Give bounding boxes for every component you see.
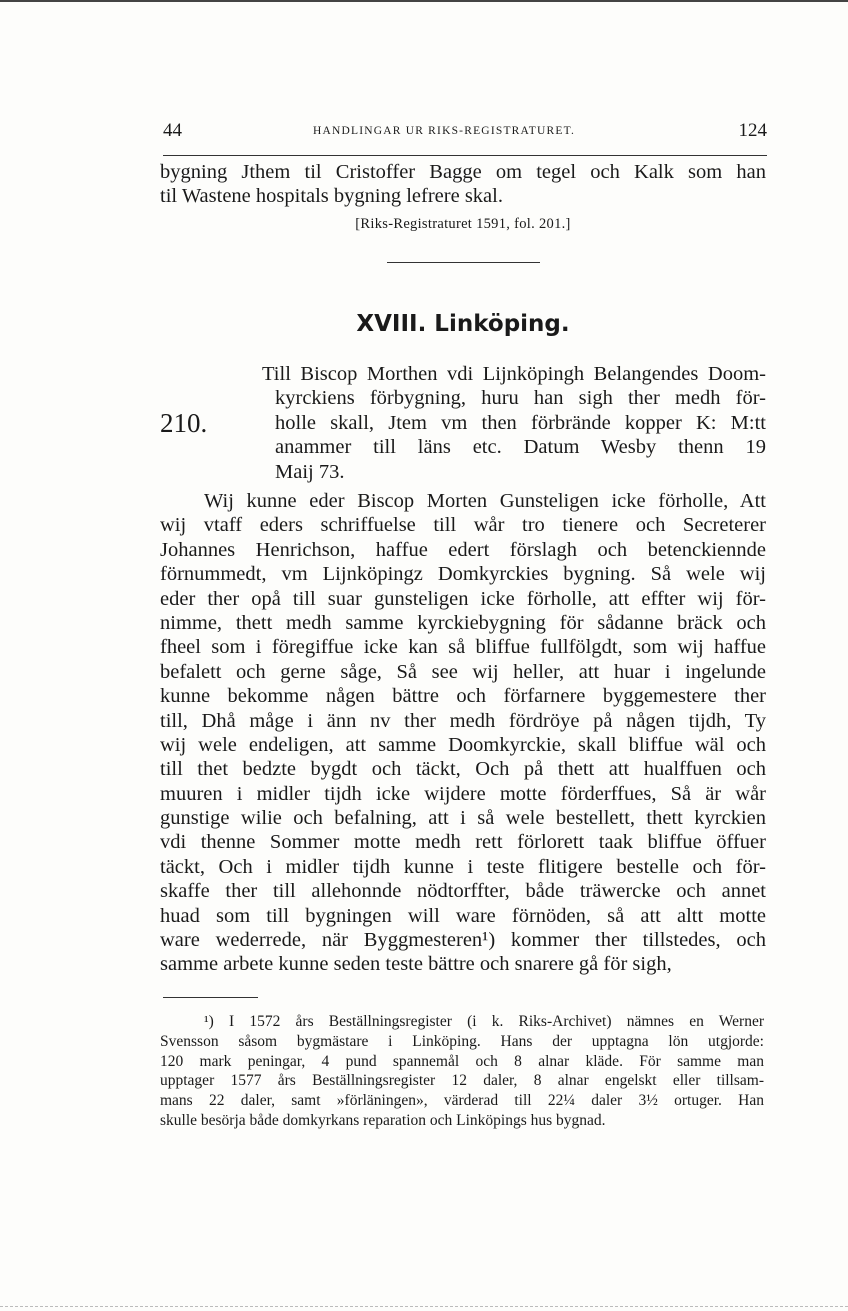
- page-header: [163, 120, 767, 144]
- text-line: skaffe ther till allehonnde nödtorffter, både träwercke och annet: [160, 880, 766, 903]
- text-line: huad som till bygningen will ware förnöden, så att altt motte: [160, 904, 766, 927]
- text-line: Till Biscop Morthen vdi Lijnköpingh Belangendes Doom-: [262, 363, 766, 385]
- document-abstract: [160, 362, 766, 484]
- page-number-right: 124: [738, 120, 767, 141]
- text-line: fheel som i föregiffue icke kan så bliffue fullfölgdt, som wij haffue: [160, 636, 766, 659]
- text-line: Svensson såsom bygmästare i Linköping. Hans der upptagna lön utgjorde:: [160, 1032, 764, 1050]
- source-citation: [Riks-Registraturet 1591, fol. 201.]: [355, 216, 571, 232]
- page-number-left: 44: [163, 120, 182, 141]
- text-line: till thet bedzte bygdt och täckt, Och på thett att hualffuen och: [160, 758, 766, 781]
- page-bottom-edge: [0, 1306, 848, 1307]
- text-line: kunne bekomme någen bättre och förfarnere byggemestere ther: [160, 685, 766, 708]
- text-line: 120 mark peningar, 4 pund spannemål och 8 alnar kläde. För samme man: [160, 1052, 764, 1070]
- text-line: kyrckiens förbygning, huru han sigh ther medh för-: [275, 387, 766, 410]
- text-line: upptager 1577 års Beställningsregister 12 daler, 8 alnar engelskt eller tillsam-: [160, 1072, 764, 1090]
- header-rule: [163, 155, 767, 156]
- text-line: anammer till läns etc. Datum Wesby thenn 19: [275, 436, 766, 459]
- running-head: HANDLINGAR UR RIKS-REGISTRATURET.: [313, 125, 576, 137]
- text-line: muuren i midler tijdh icke wijdere motte förderffues, Så är wår: [160, 782, 766, 805]
- text-line: wij wele endeligen, att samme Doomkyrckie, skall bliffue wäl och: [160, 733, 766, 756]
- text-line: befalett och gerne såge, Så see wij heller, att huar i ingelunde: [160, 660, 766, 683]
- text-line: skulle besörja både domkyrkans reparation och Linköpings hus bygnad.: [160, 1111, 606, 1129]
- text-line: till, Dhå måge i änn nv ther medh fördröye på någen tijdh, Ty: [160, 709, 766, 732]
- continuation-paragraph: [160, 160, 766, 209]
- text-line: holle skall, Jtem vm then förbrände kopper K: M:tt: [275, 411, 766, 434]
- text-line: Wij kunne eder Biscop Morten Gunsteligen icke förholle, Att: [204, 490, 766, 512]
- section-heading: XVIII. Linköping.: [356, 311, 570, 337]
- text-line: täckt, Och i midler tijdh kunne i teste flitigere bestelle och för-: [160, 855, 766, 878]
- text-line: wij vtaff eders schriffuelse till wår tro tienere och Secreterer: [160, 514, 766, 537]
- text-line: bygning Jthem til Cristoffer Bagge om tegel och Kalk som han: [160, 161, 766, 183]
- page-top-edge: [0, 0, 848, 2]
- footnote-rule: [163, 997, 258, 998]
- text-line: förnummedt, vm Lijnköpingz Domkyrckies bygning. Så wele wij: [160, 563, 766, 586]
- document-number: 210.: [160, 408, 208, 438]
- text-line: ware wederrede, när Byggmesteren¹) kommer ther tillstedes, och: [160, 929, 766, 952]
- document-body: [160, 489, 766, 977]
- text-line: til Wastene hospitals bygning lefrere skal.: [160, 185, 503, 208]
- text-line: ¹) I 1572 års Beställningsregister (i k. Riks-Archivet) nämnes en Werner: [204, 1013, 764, 1030]
- text-line: samme arbete kunne seden teste bättre och snarere gå för sigh,: [160, 953, 672, 976]
- text-line: Maij 73.: [275, 460, 345, 483]
- text-line: eder ther opå till suar gunsteligen icke förholle, att effter wij för-: [160, 587, 766, 610]
- text-line: gunstige wilie och befalning, att i så wele bestellett, thett kyrckien: [160, 807, 766, 830]
- text-line: Johannes Henrichson, haffue edert förslagh och betenckiennde: [160, 538, 766, 561]
- footnote: [160, 1012, 764, 1131]
- text-line: vdi thenne Sommer motte medh rett förlorett taak bliffue öffuer: [160, 831, 766, 854]
- section-divider: [387, 262, 540, 263]
- text-line: mans 22 daler, samt »förläningen», värderad till 22¼ daler 3½ ortuger. Han: [160, 1092, 764, 1110]
- text-line: nimme, thett medh samme kyrckiebygning för sådanne bräck och: [160, 611, 766, 634]
